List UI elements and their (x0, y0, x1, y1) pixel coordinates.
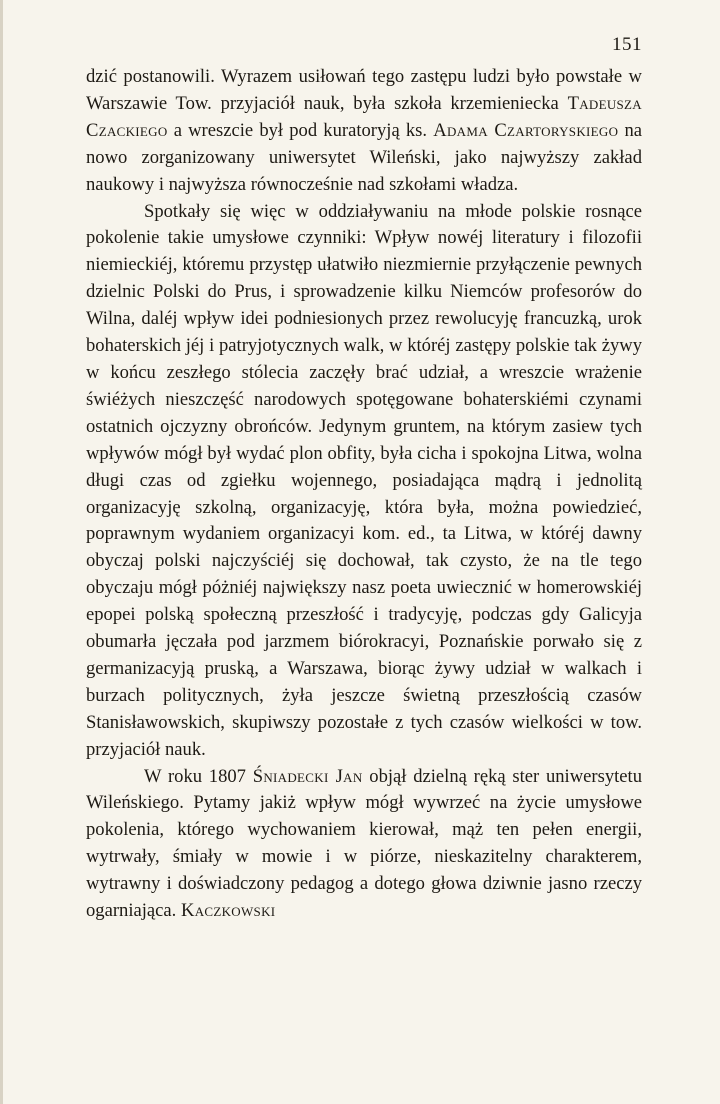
paragraph-1 (86, 64, 642, 199)
body-text (86, 64, 642, 925)
person-name-adam-czartoryski: Adama Czartoryskiego (433, 119, 619, 141)
text-run: a wreszcie był pod kuratoryją ks. (167, 119, 434, 141)
page-number: 151 (612, 34, 642, 55)
person-name-jan-sniadecki: Śniadecki Jan (252, 765, 363, 787)
text-run: dzić postanowili. Wyrazem usiłowań tego zastępu ludzi było powstałe w Warszawie Tow. przyjaciół nauk, była szkoła krzemieniecka (86, 66, 642, 114)
text-run: objął dzielną ręką ster uniwersytetu Wileńskiego. Pytamy jakiż wpływ mógł wywrzeć na życie umysłowe pokolenia, którego wychowaniem kierował, mąż ten pełen energii, wytrwały, śmiały w mowie i w piórze, nieskazitelny charakterem, wytrawny i doświadczony pedagog a dotego głowa dziwnie jasno rzeczy ogarniająca. (86, 765, 642, 922)
paragraph-2 (86, 199, 642, 764)
catchword-kaczkowski: Kaczkowski (180, 900, 276, 922)
text-run: W roku 1807 (144, 765, 253, 787)
text-run: na nowo zorganizowany uniwersytet Wileński, jako najwyższy zakład naukowy i najwyższa równocześnie nad szkołami władza. (86, 119, 642, 195)
page-edge (0, 0, 3, 1104)
text-run: Spotkały się więc w oddziaływaniu na młode polskie rosnące pokolenie takie umysłowe czynniki: Wpływ nowéj literatury i filozofii niemieckiéj, któremu przystęp ułatwiło niezmiernie przyłączenie pewnych dzielnic Polski do Prus, i sprowadzenie kilku Niemców profesorów do Wilna, daléj wpływ idei podniesionych przez rewolucyję francuzką, urok bohaterskich jéj i patryjotycznych walk, w któréj zastępy polskie tak żywy w końcu zeszłego stólecia zaczęły brać udział, a wreszcie wrażenie świéżych nieszczęść narodowych spotęgowane bohaterskiémi czynami ostatnich ojczyzny obrońców. Jedynym gruntem, na którym zasiew tych wpływów mógł był wydać plon obfity, była cicha i spokojna Litwa, wolna długi czas od zgiełku wojennego, posiadająca mądrą i jednolitą organizacyję szkolną, organizacyję, która była, można powiedzieć, poprawnym wydaniem organizacyi kom. ed., ta Litwa, w któréj dawny obyczaj polski najczyściéj się dochował, tak czysto, że na tle tego obyczaju mógł póżniéj największy nasz poeta uwiecznić w homerowskiéj epopei polską społeczną przeszłość i tradycyję, podczas gdy Galicyja obumarła jęczała pod jarzmem biórokracyi, Poznańskie porwało się z germanizacyją pruską, a Warszawa, biorąc żywy udział w walkach i burzach politycznych, żyła jeszcze świetną przeszłością czasów Stanisławowskich, skupiwszy pozostałe z tych czasów wielkości w tow. przyjaciół nauk. (86, 200, 642, 760)
person-name-tadeusz-czacki: Tadeusza Czackiego (86, 92, 642, 141)
paragraph-3 (86, 764, 642, 925)
